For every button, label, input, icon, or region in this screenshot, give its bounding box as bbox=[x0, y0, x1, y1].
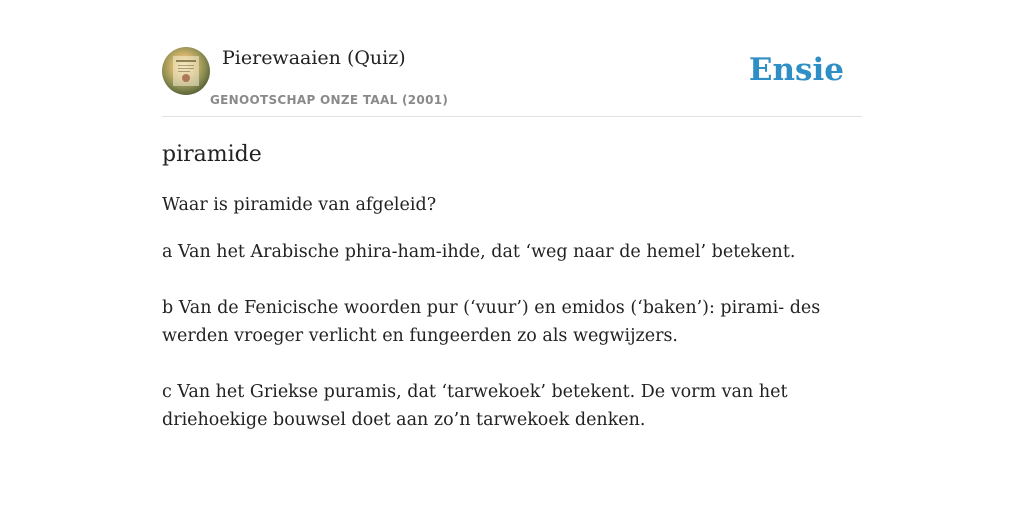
source-title[interactable]: Pierewaaien (Quiz) bbox=[222, 47, 406, 69]
answer-option-a: a Van het Arabische phira-ham-ihde, dat ‘weg naar de hemel’ betekent. bbox=[162, 242, 796, 262]
quiz-question: Waar is piramide van afgeleid? bbox=[162, 195, 437, 215]
answer-option-c: c Van het Griekse puramis, dat ‘tarwekoek’ betekent. De vorm van het driehoekige bouwsel doet aan zo’n tarwekoek denken. bbox=[162, 382, 788, 430]
answer-list bbox=[162, 238, 862, 434]
ensie-logo-link[interactable]: Ensie bbox=[748, 52, 844, 88]
entry-title: piramide bbox=[162, 142, 262, 167]
answer-option-b: b Van de Fenicische woorden pur (‘vuur’) en emidos (‘baken’): pirami- des werden vroeger verlicht en fungeerden zo als wegwijzers. bbox=[162, 298, 821, 346]
source-publisher: GENOOTSCHAP ONZE TAAL (2001) bbox=[210, 93, 449, 107]
book-cover-icon[interactable] bbox=[162, 47, 210, 95]
entry-content bbox=[162, 139, 862, 462]
source-header bbox=[162, 46, 862, 117]
